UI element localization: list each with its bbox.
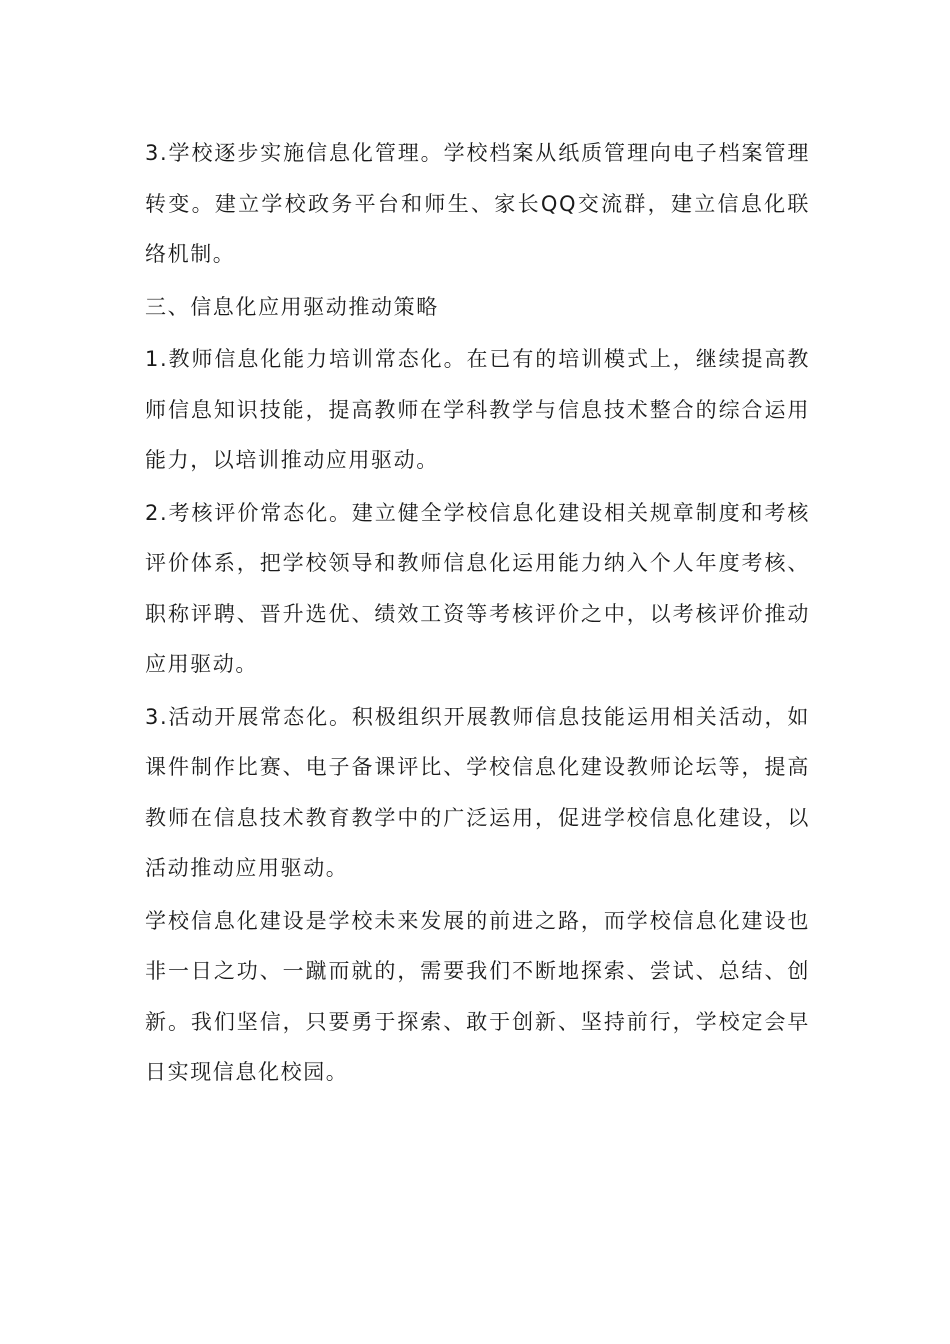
paragraph-conclusion: 学校信息化建设是学校未来发展的前进之路，而学校信息化建设也非一日之功、一蹴而就的，需要我们不断地探索、尝试、总结、创新。我们坚信，只要勇于探索、敢于创新、坚持前行，学校定会早日实现信息化校园。 xyxy=(145,908,810,1084)
document-body xyxy=(145,128,810,1100)
paragraph-activities: 3.活动开展常态化。积极组织开展教师信息技能运用相关活动，如课件制作比赛、电子备课评比、学校信息化建设教师论坛等，提高教师在信息技术教育教学中的广泛运用，促进学校信息化建设，以活动推动应用驱动。 xyxy=(145,704,810,880)
paragraph-teacher-training: 1.教师信息化能力培训常态化。在已有的培训模式上，继续提高教师信息知识技能，提高教师在学科教学与信息技术整合的综合运用能力，以培训推动应用驱动。 xyxy=(145,347,810,472)
paragraph-assessment: 2.考核评价常态化。建立健全学校信息化建设相关规章制度和考核评价体系，把学校领导和教师信息化运用能力纳入个人年度考核、职称评聘、晋升选优、绩效工资等考核评价之中，以考核评价推动应用驱动。 xyxy=(145,500,810,676)
section-heading-application-strategy: 三、信息化应用驱动推动策略 xyxy=(145,294,439,319)
paragraph-information-management: 3.学校逐步实施信息化管理。学校档案从纸质管理向电子档案管理转变。建立学校政务平台和师生、家长QQ交流群，建立信息化联络机制。 xyxy=(145,141,810,266)
